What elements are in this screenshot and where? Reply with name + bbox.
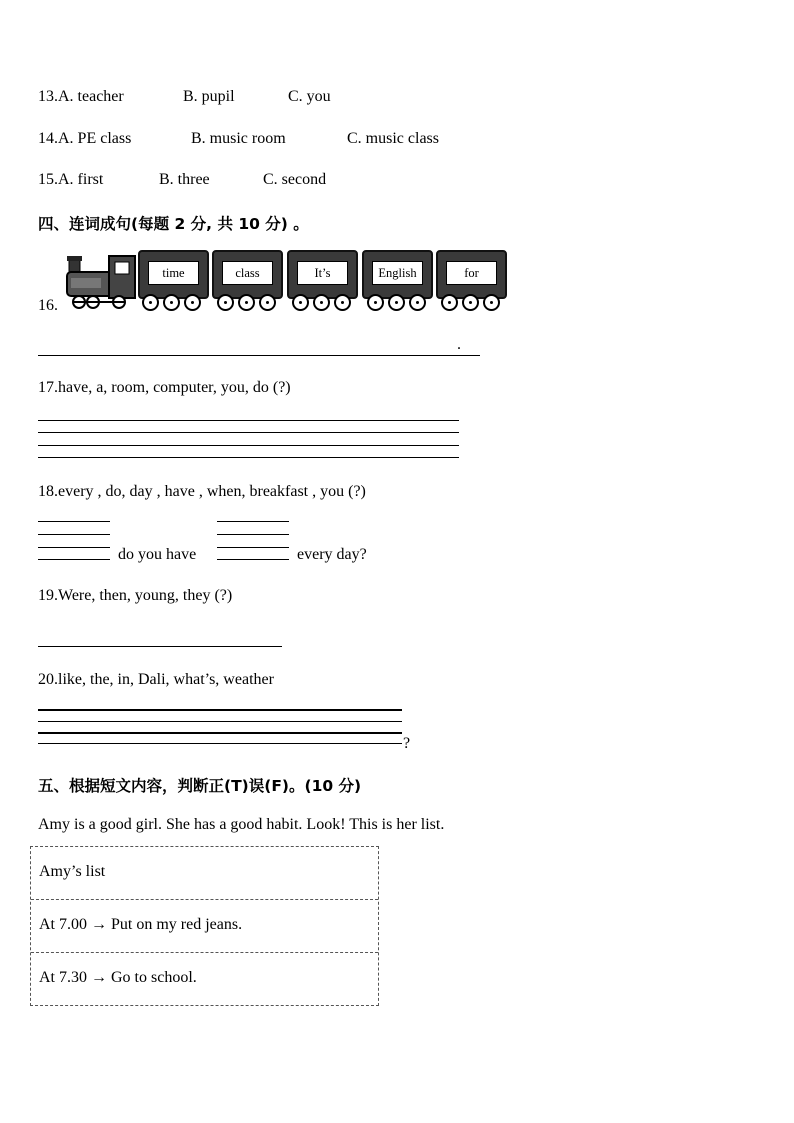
q13-option-c: C. you — [288, 88, 331, 105]
q14-option-a: A. PE class — [58, 130, 132, 147]
table-row — [31, 953, 378, 1005]
passage-text: Amy is a good girl. She has a good habit. Look! This is her list. — [38, 816, 445, 833]
q18-blank-2[interactable] — [217, 559, 289, 560]
q14-option-c: C. music class — [347, 130, 439, 147]
q15-option-b: B. three — [159, 171, 210, 188]
q17-prompt: 17.have, a, room, computer, you, do (?) — [38, 379, 291, 396]
q16-period: . — [457, 336, 461, 353]
train-car-word: time — [148, 261, 199, 285]
train-car-1 — [138, 250, 209, 299]
list-title: Amy’s list — [39, 863, 106, 880]
q14-row — [38, 130, 131, 148]
q15-number: 15. — [38, 171, 58, 188]
list-item: At 7.00 → Put on my red jeans. — [39, 916, 243, 933]
q18-middle-text: do you have — [118, 546, 197, 563]
q18-blank-2[interactable] — [217, 547, 289, 548]
q18-blank-1[interactable] — [38, 559, 110, 560]
q13-number: 13. — [38, 88, 58, 105]
train-car-2 — [212, 250, 283, 299]
q13-option-a: A. teacher — [58, 88, 124, 105]
section4-heading: 四、连词成句(每题 2 分, 共 10 分) 。 — [38, 215, 309, 233]
list-item: At 7.30 → Go to school. — [39, 969, 197, 986]
wheels-icon — [367, 294, 430, 310]
train-car-4 — [362, 250, 433, 299]
q15-option-c: C. second — [263, 171, 327, 188]
q20-answer-line[interactable] — [38, 709, 402, 711]
wheels-icon — [441, 294, 504, 310]
q18-prompt: 18.every , do, day , have , when, breakfast , you (?) — [38, 483, 366, 500]
q17-answer-line[interactable] — [38, 420, 459, 421]
q20-answer-line[interactable] — [38, 732, 402, 734]
q18-blank-1[interactable] — [38, 547, 110, 548]
q17-answer-line[interactable] — [38, 445, 459, 446]
table-row — [31, 847, 378, 900]
q20-question-mark: ? — [403, 735, 411, 752]
q17-answer-line[interactable] — [38, 457, 459, 458]
q14-option-b: B. music room — [191, 130, 286, 147]
train-car-word: class — [222, 261, 273, 285]
amy-list-table — [30, 846, 379, 1006]
train-car-5 — [436, 250, 507, 299]
q19-answer-line[interactable] — [38, 646, 282, 647]
train-car-word: English — [372, 261, 423, 285]
q13-row — [38, 88, 124, 106]
wheels-icon — [292, 294, 355, 310]
train-car-3 — [287, 250, 358, 299]
q17-answer-line[interactable] — [38, 432, 459, 433]
q14-number: 14. — [38, 130, 58, 147]
q18-end-text: every day? — [297, 546, 367, 563]
q15-option-a: A. first — [58, 171, 104, 188]
q20-answer-line[interactable] — [38, 743, 402, 744]
q16-number: 16. — [38, 297, 58, 314]
table-row — [31, 900, 378, 953]
q13-option-b: B. pupil — [183, 88, 235, 105]
q19-prompt: 19.Were, then, young, they (?) — [38, 587, 233, 604]
q18-blank-2[interactable] — [217, 521, 289, 522]
q20-prompt: 20.like, the, in, Dali, what’s, weather — [38, 671, 274, 688]
q15-row — [38, 171, 103, 189]
section5-heading: 五、根据短文内容，判断正(T)误(F)。(10 分) — [38, 777, 362, 795]
locomotive-icon — [63, 250, 139, 312]
q18-blank-1[interactable] — [38, 521, 110, 522]
q20-answer-line[interactable] — [38, 721, 402, 722]
wheels-icon — [217, 294, 280, 310]
train-car-word: for — [446, 261, 497, 285]
wheels-icon — [142, 294, 205, 310]
q16-answer-line[interactable] — [38, 355, 480, 356]
q18-blank-1[interactable] — [38, 534, 110, 535]
train-car-word: It’s — [297, 261, 348, 285]
q18-blank-2[interactable] — [217, 534, 289, 535]
